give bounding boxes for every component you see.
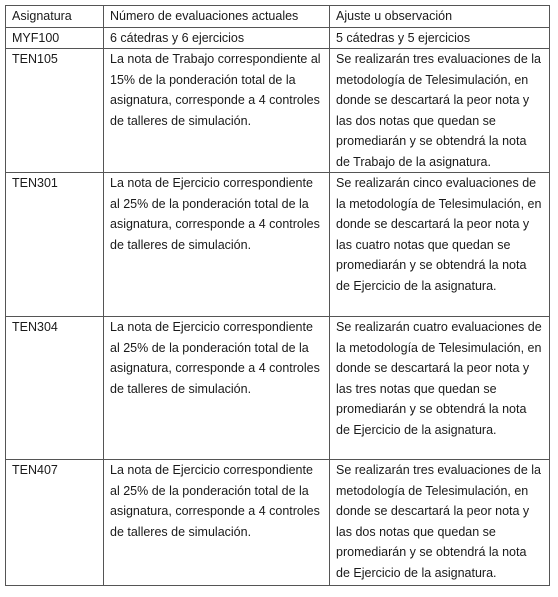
cell-evaluaciones-actuales: La nota de Ejercicio correspondiente al 25% de la ponderación total de la asignatura, corresponde a 4 controles de talleres de simulación. (104, 460, 330, 586)
header-evaluaciones-actuales: Número de evaluaciones actuales (104, 6, 330, 28)
cell-asignatura: TEN105 (6, 49, 104, 173)
cell-ajuste: Se realizarán tres evaluaciones de la metodología de Telesimulación, en donde se descartará la peor nota y las dos notas que quedan se promediarán y se obtendrá la nota de Trabajo de la asignatura. (330, 49, 550, 173)
cell-asignatura: TEN304 (6, 317, 104, 460)
table-row (6, 27, 550, 49)
table-row (6, 460, 550, 586)
table-header-row (6, 6, 550, 28)
cell-evaluaciones-actuales: La nota de Ejercicio correspondiente al 25% de la ponderación total de la asignatura, corresponde a 4 controles de talleres de simulación. (104, 317, 330, 460)
table-row (6, 49, 550, 173)
evaluation-adjustment-table (5, 5, 550, 586)
cell-ajuste: Se realizarán tres evaluaciones de la metodología de Telesimulación, en donde se descartará la peor nota y las dos notas que quedan se promediarán y se obtendrá la nota de Ejercicio de la asignatura. (330, 460, 550, 586)
header-ajuste-observacion: Ajuste u observación (330, 6, 550, 28)
cell-ajuste: 5 cátedras y 5 ejercicios (330, 27, 550, 49)
cell-asignatura: TEN301 (6, 173, 104, 317)
cell-evaluaciones-actuales: La nota de Trabajo correspondiente al 15% de la ponderación total de la asignatura, corresponde a 4 controles de talleres de simulación. (104, 49, 330, 173)
cell-evaluaciones-actuales: La nota de Ejercicio correspondiente al 25% de la ponderación total de la asignatura, corresponde a 4 controles de talleres de simulación. (104, 173, 330, 317)
table-row (6, 317, 550, 460)
cell-asignatura: MYF100 (6, 27, 104, 49)
cell-ajuste: Se realizarán cinco evaluaciones de la metodología de Telesimulación, en donde se descartará la peor nota y las cuatro notas que quedan se promediarán y se obtendrá la nota de Ejercicio de la asignatura. (330, 173, 550, 317)
document-page (5, 5, 550, 586)
header-asignatura: Asignatura (6, 6, 104, 28)
cell-asignatura: TEN407 (6, 460, 104, 586)
cell-evaluaciones-actuales: 6 cátedras y 6 ejercicios (104, 27, 330, 49)
cell-ajuste: Se realizarán cuatro evaluaciones de la metodología de Telesimulación, en donde se descartará la peor nota y las tres notas que quedan se promediarán y se obtendrá la nota de Ejercicio de la asignatura. (330, 317, 550, 460)
table-row (6, 173, 550, 317)
